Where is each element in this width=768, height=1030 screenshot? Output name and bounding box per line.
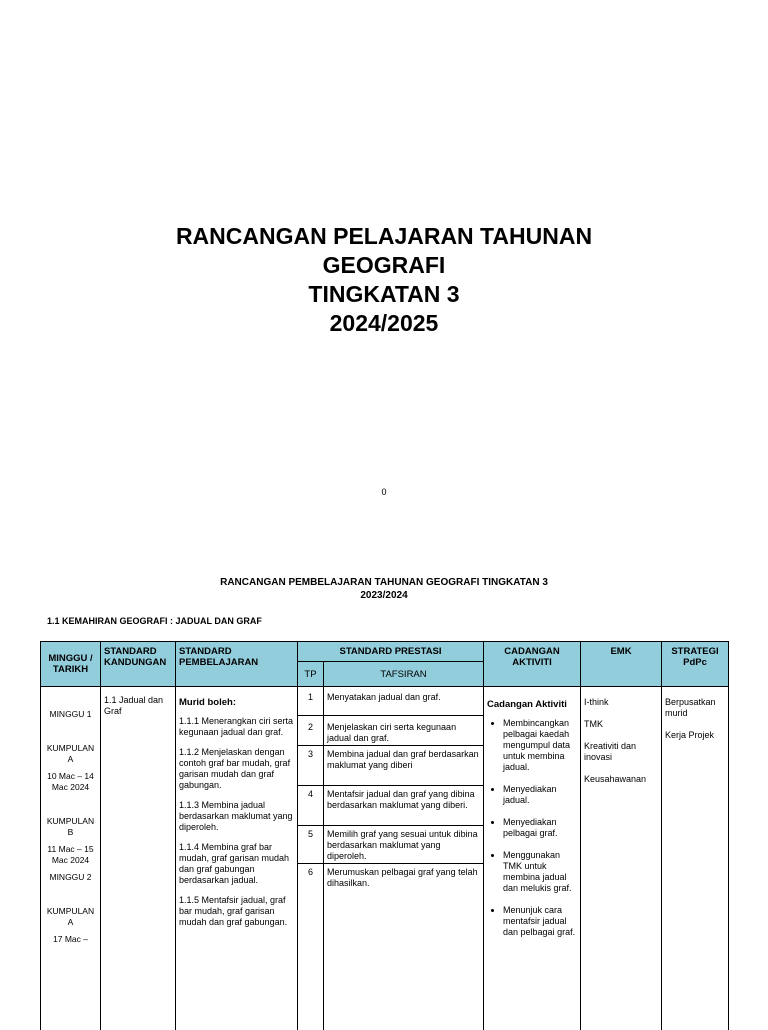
cover-title-line: RANCANGAN PELAJARAN TAHUNAN [0, 222, 768, 251]
aktiviti-lead: Cadangan Aktiviti [487, 699, 577, 710]
aktiviti-item: • Menyediakan pelbagai graf. [503, 817, 577, 839]
header-minggu: MINGGU / TARIKH [41, 642, 101, 687]
header-aktiviti: CADANGAN AKTIVITI [484, 642, 581, 687]
tp-level: 2 [298, 716, 323, 746]
aktiviti-list [487, 718, 577, 938]
tp-level: 6 [298, 864, 323, 888]
document-year: 2023/2024 [0, 589, 768, 602]
week-label: MINGGU 2 [44, 872, 97, 883]
header-tafsiran: TAFSIRAN [324, 662, 484, 687]
tp-level: 1 [298, 687, 323, 716]
aktiviti-item: • Menyediakan jadual. [503, 784, 577, 806]
tp-level: 5 [298, 826, 323, 864]
cover-title-line: 2024/2025 [0, 309, 768, 338]
header-strategi: STRATEGI PdPc [662, 642, 729, 687]
strategi-cell [662, 687, 729, 1030]
emk-item: Keusahawanan [584, 774, 658, 785]
aktiviti-cell [484, 687, 581, 1030]
document-title-line: RANCANGAN PEMBELAJARAN TAHUNAN GEOGRAFI TINGKATAN 3 [0, 576, 768, 589]
group-label: KUMPULAN A [44, 743, 97, 765]
emk-item: I-think [584, 697, 658, 708]
emk-cell [581, 687, 662, 1030]
aktiviti-item: • Menggunakan TMK untuk membina jadual dan melukis graf. [503, 850, 577, 894]
strategi-item: Berpusatkan murid [665, 697, 725, 719]
header-pembelajaran: STANDARD PEMBELAJARAN [176, 642, 298, 687]
tp-column [298, 687, 324, 1030]
emk-item: Kreativiti dan inovasi [584, 741, 658, 763]
date-range: 17 Mac – [44, 934, 97, 945]
cover-title-line: GEOGRAFI [0, 251, 768, 280]
tafsiran-text: Merumuskan pelbagai graf yang telah dihasilkan. [324, 864, 483, 888]
pembelajaran-cell [176, 687, 298, 1030]
tp-level: 3 [298, 746, 323, 786]
tafsiran-column [324, 687, 484, 1030]
date-range: 11 Mac – 15 Mac 2024 [44, 844, 97, 866]
tafsiran-text: Memilih graf yang sesuai untuk dibina berdasarkan maklumat yang diperoleh. [324, 826, 483, 864]
cover-title-line: TINGKATAN 3 [0, 280, 768, 309]
header-prestasi: STANDARD PRESTASI [298, 642, 484, 662]
group-label: KUMPULAN A [44, 906, 97, 928]
learning-standard: 1.1.1 Menerangkan ciri serta kegunaan jadual dan graf. [179, 716, 294, 738]
pembelajaran-lead: Murid boleh: [179, 697, 294, 708]
learning-standard: 1.1.5 Mentafsir jadual, graf bar mudah, graf garisan mudah dan graf gabungan. [179, 895, 294, 928]
header-tp: TP [298, 662, 324, 687]
aktiviti-item: • Menunjuk cara mentafsir jadual dan pelbagai graf. [503, 905, 577, 938]
group-label: KUMPULAN B [44, 816, 97, 838]
section-title: 1.1 KEMAHIRAN GEOGRAFI : JADUAL DAN GRAF [47, 616, 262, 626]
header-kandungan: STANDARD KANDUNGAN [101, 642, 176, 687]
learning-standard: 1.1.2 Menjelaskan dengan contoh graf bar mudah, graf garisan mudah dan graf gabungan. [179, 747, 294, 791]
tafsiran-text: Membina jadual dan graf berdasarkan maklumat yang diberi [324, 746, 483, 786]
lesson-plan-table [40, 641, 729, 1030]
week-label: MINGGU 1 [44, 709, 97, 720]
learning-standard: 1.1.3 Membina jadual berdasarkan maklumat yang diperoleh. [179, 800, 294, 833]
emk-item: TMK [584, 719, 658, 730]
tafsiran-text: Mentafsir jadual dan graf yang dibina berdasarkan maklumat yang diberi. [324, 786, 483, 826]
minggu-cell [41, 687, 101, 1030]
cover-title [0, 222, 768, 338]
date-range: 10 Mac – 14 Mac 2024 [44, 771, 97, 793]
tp-level: 4 [298, 786, 323, 826]
aktiviti-item: • Membincangkan pelbagai kaedah mengumpul data untuk membina jadual. [503, 718, 577, 773]
strategi-item: Kerja Projek [665, 730, 725, 741]
page-number: 0 [0, 487, 768, 497]
learning-standard: 1.1.4 Membina graf bar mudah, graf garisan mudah dan graf gabungan berdasarkan jadual. [179, 842, 294, 886]
tafsiran-text: Menyatakan jadual dan graf. [324, 687, 483, 716]
kandungan-cell: 1.1 Jadual dan Graf [101, 687, 176, 1030]
document-title [0, 576, 768, 602]
tafsiran-text: Menjelaskan ciri serta kegunaan jadual dan graf. [324, 716, 483, 746]
header-emk: EMK [581, 642, 662, 687]
